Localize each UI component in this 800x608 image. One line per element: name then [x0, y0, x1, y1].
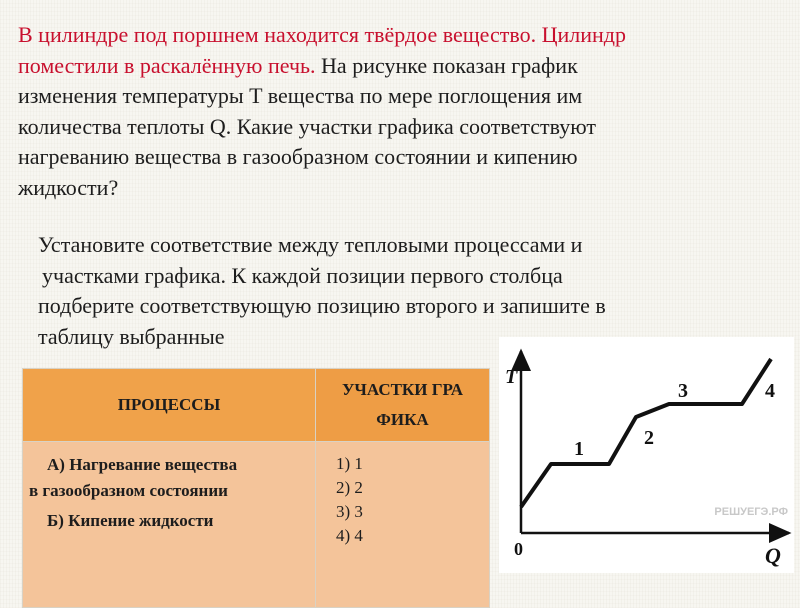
intro-line-4: количества теплоты Q. Какие участки графика соответствуют: [18, 113, 597, 139]
segment-label-2: 2: [644, 427, 654, 449]
origin-label: 0: [514, 539, 523, 559]
option-2: 2) 2: [336, 478, 363, 497]
intro-red-line-1: В цилиндре под поршнем находится твёрдое вещество. Цилиндр: [18, 22, 626, 47]
intro-line-6: жидкости?: [18, 174, 119, 200]
task-line-1: Установите соответствие между тепловыми процессами и: [38, 232, 583, 257]
watermark: РЕШУЕГЭ.РФ: [714, 506, 788, 518]
intro-line-5: нагреванию вещества в газообразном состоянии и кипению: [18, 144, 578, 169]
option-1: 1) 1: [336, 454, 363, 473]
x-axis-label: Q: [765, 543, 781, 568]
segments-cell: [316, 442, 490, 608]
segment-label-1: 1: [574, 438, 584, 460]
intro-red-line-2: поместили в раскалённую печь.: [18, 52, 316, 78]
temperature-heat-graph: [499, 337, 794, 573]
header-segments-line-2: ФИКА: [376, 410, 429, 429]
matching-table: [22, 368, 490, 608]
process-a: [23, 442, 315, 504]
graph-panel: [499, 337, 794, 573]
problem-statement: [18, 20, 788, 203]
table-header-row: [23, 369, 490, 442]
table-body-row: [23, 442, 490, 608]
process-a-line-2: в газообразном состоянии: [29, 481, 228, 500]
intro-line-2-dark: На рисунке показан график: [321, 52, 578, 78]
header-segments: [316, 369, 490, 442]
task-line-2: участками графика. К каждой позиции первого столбца: [42, 262, 563, 288]
option-3: 3) 3: [336, 502, 363, 521]
y-axis-label: T: [505, 366, 518, 388]
task-line-4: таблицу выбранные: [38, 323, 225, 349]
segment-label-4: 4: [765, 380, 775, 402]
task-line-3: подберите соответствующую позицию второго и запишите в: [38, 293, 606, 318]
process-a-line-1: А) Нагревание вещества: [47, 455, 238, 474]
header-segments-line-1: УЧАСТКИ ГРА: [341, 380, 464, 399]
segment-label-3: 3: [678, 380, 688, 402]
process-b: Б) Кипение жидкости: [47, 511, 214, 530]
header-processes: ПРОЦЕССЫ: [23, 369, 316, 442]
options-list: [316, 442, 489, 548]
intro-line-3: изменения температуры T вещества по мере поглощения им: [18, 83, 583, 108]
option-4: 4) 4: [336, 526, 363, 545]
task-instructions: [38, 230, 758, 352]
processes-cell: [23, 442, 316, 608]
